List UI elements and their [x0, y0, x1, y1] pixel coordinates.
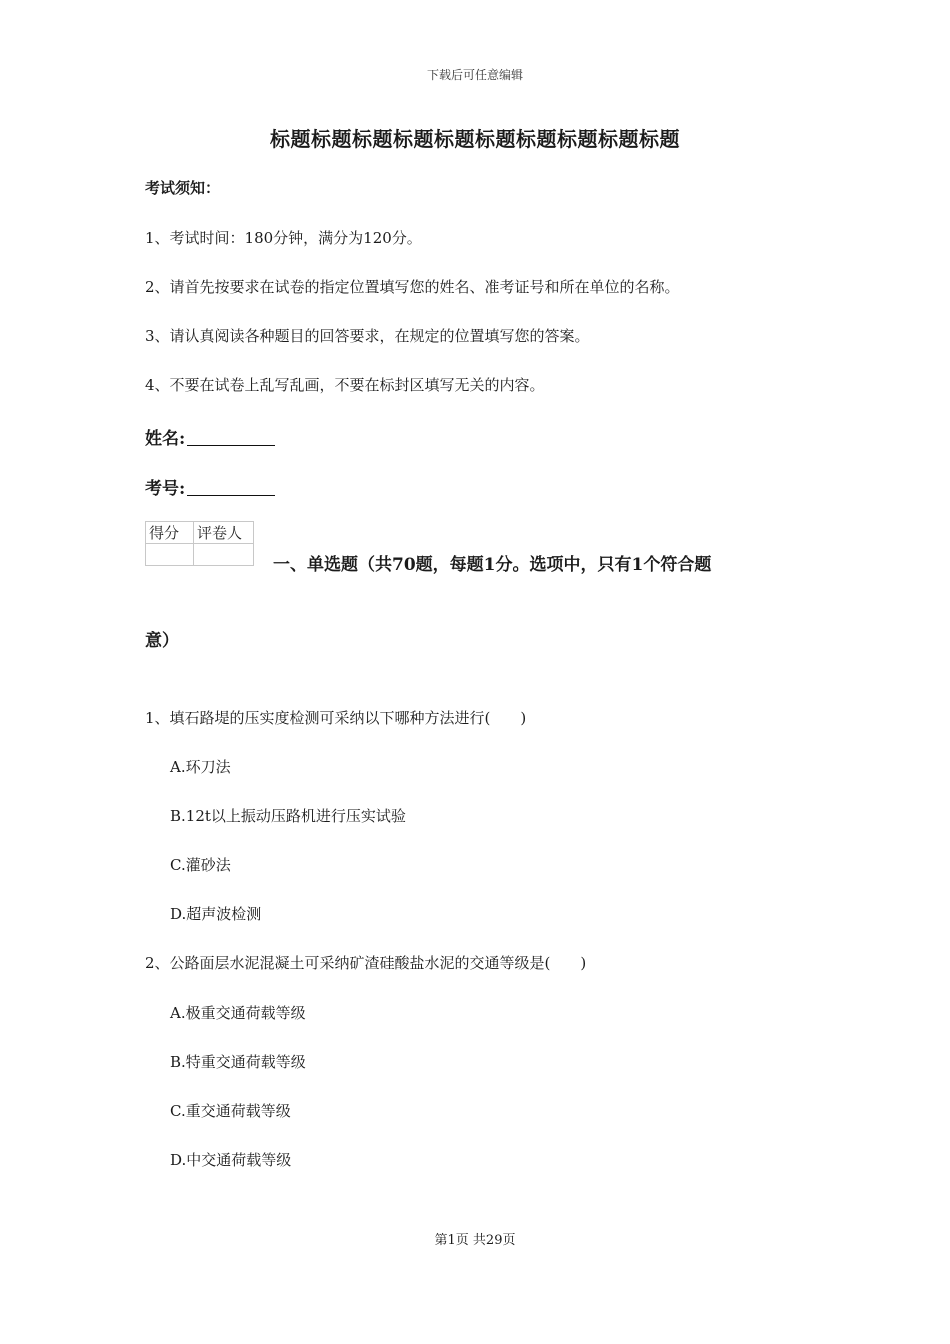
question-option: B.特重交通荷载等级: [170, 1053, 306, 1071]
notice-item: 1、考试时间：180分钟，满分为120分。: [145, 229, 422, 247]
question-option: D.中交通荷载等级: [170, 1151, 292, 1169]
name-blank-line[interactable]: [187, 444, 275, 446]
name-field: [145, 424, 275, 449]
question-stem: 2、公路面层水泥混凝土可采纳矿渣硅酸盐水泥的交通等级是( ): [145, 954, 587, 972]
notice-item: 3、请认真阅读各种题目的回答要求，在规定的位置填写您的答案。: [145, 327, 590, 345]
section-heading-continued: 意）: [145, 631, 179, 651]
score-table-blank-row: [146, 544, 254, 566]
name-label: 姓名:: [145, 429, 186, 449]
question-option: C.灌砂法: [170, 856, 231, 874]
question-option: A.环刀法: [170, 758, 231, 776]
grader-header: 评卷人: [194, 522, 254, 544]
score-table: [145, 521, 254, 566]
question-option: C.重交通荷载等级: [170, 1102, 291, 1120]
page-footer: 第1页 共29页: [434, 1233, 516, 1248]
question-option: B.12t以上振动压路机进行压实试验: [170, 807, 406, 825]
section-heading: 一、单选题（共70题，每题1分。选项中，只有1个符合题: [273, 555, 712, 575]
notice-item: 2、请首先按要求在试卷的指定位置填写您的姓名、准考证号和所在单位的名称。: [145, 278, 680, 296]
score-cell[interactable]: [146, 544, 194, 566]
question-option: A.极重交通荷载等级: [170, 1004, 306, 1022]
question-stem: 1、填石路堤的压实度检测可采纳以下哪种方法进行( ): [145, 709, 527, 727]
exam-id-field: [145, 474, 275, 499]
grader-cell[interactable]: [194, 544, 254, 566]
header-note: 下载后可任意编辑: [426, 68, 523, 82]
document-title: 标题标题标题标题标题标题标题标题标题标题: [270, 127, 680, 151]
score-table-header-row: [146, 522, 254, 544]
score-header: 得分: [146, 522, 194, 544]
exam-id-label: 考号:: [145, 479, 186, 499]
notice-item: 4、不要在试卷上乱写乱画，不要在标封区填写无关的内容。: [145, 376, 545, 394]
question-option: D.超声波检测: [170, 905, 262, 923]
notice-heading: 考试须知：: [145, 179, 221, 197]
exam-id-blank-line[interactable]: [187, 494, 275, 496]
